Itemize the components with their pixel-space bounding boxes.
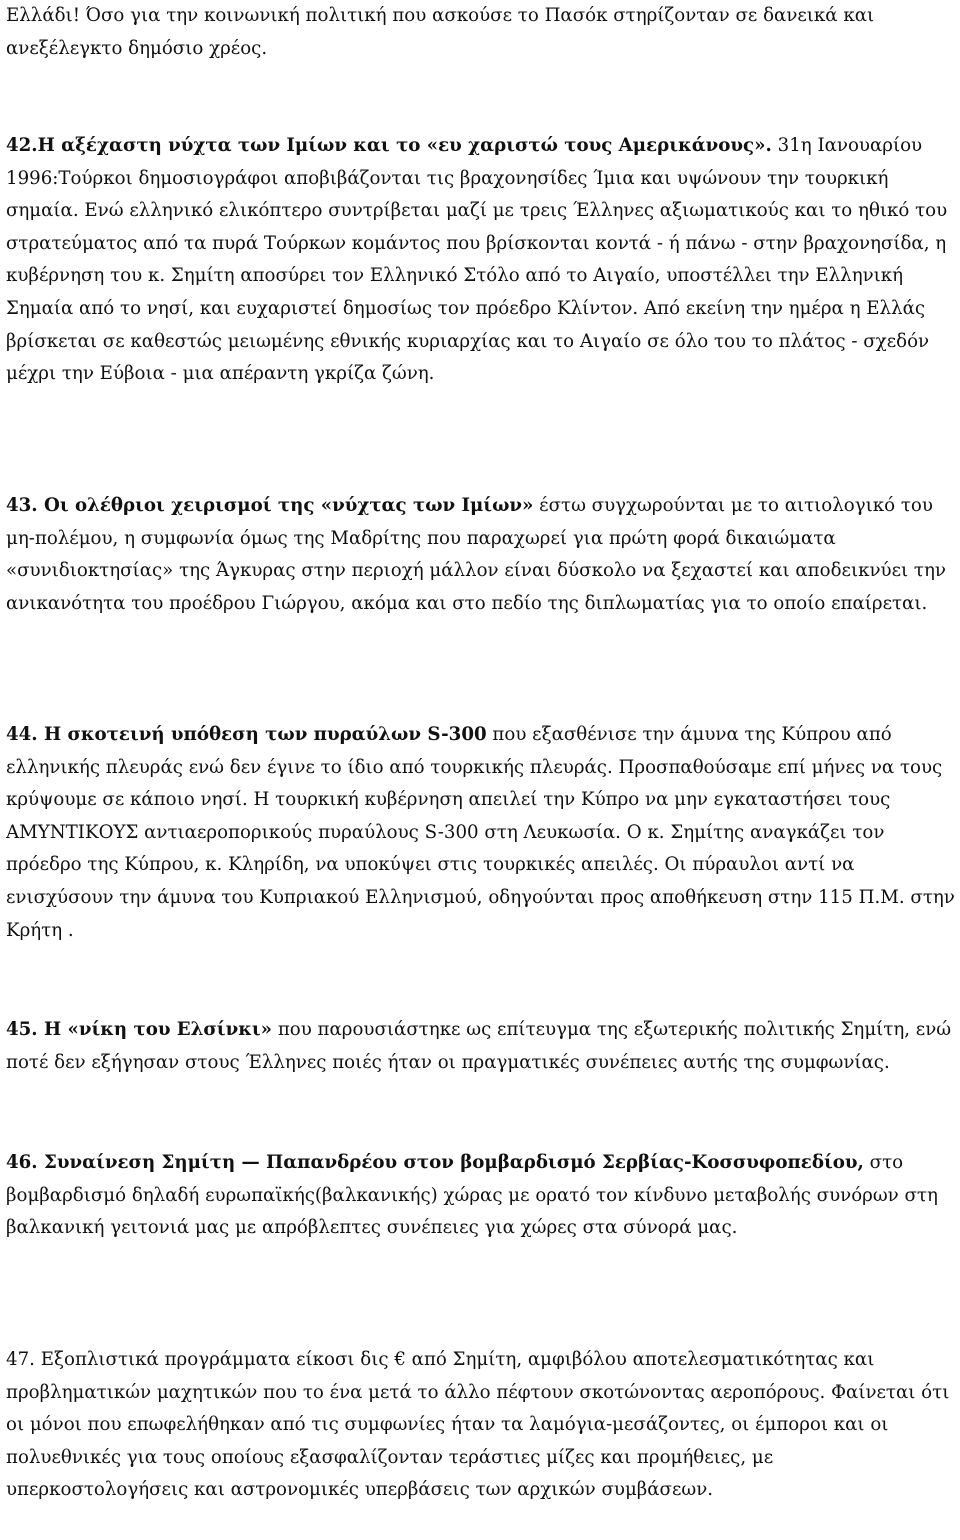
item-43-paragraph bbox=[6, 490, 958, 620]
intro-text: Ελλάδι! Όσο για την κοινωνική πολιτική που ασκούσε το Πασόκ στηρίζονταν σε δανεικά και ανεξέλεγκτο δημόσιο χρέος. bbox=[6, 5, 875, 59]
item-43-body: έστω συγχωρούνται με το αιτιολογικό του μη-πολέμου, η συμφωνία όμως της Μαδρίτης που παραχωρεί για πρώτη φορά δικαιώματα «συνιδιοκτησίας» της Άγκυρας στην περιοχή μάλλον είναι δύσκολο να ξεχαστεί και αποδεικνύει την ανικανότητα του προέδρου Γιώργου, ακόμα και στο πεδίο της διπλωματίας για το οποίο επαίρεται. bbox=[6, 495, 946, 614]
item-44-heading: 44. Η σκοτεινή υπόθεση των πυραύλων S-300 bbox=[6, 724, 487, 745]
item-45-body: που παρουσιάστηκε ως επίτευγμα της εξωτερικής πολιτικής Σημίτη, ενώ ποτέ δεν εξήγησαν στους Έλληνες ποιές ήταν οι πραγματικές συνέπειες αυτής της συμφωνίας. bbox=[6, 1019, 952, 1073]
item-46-paragraph bbox=[6, 1147, 958, 1245]
item-46-heading: 46. Συναίνεση Σημίτη — Παπανδρέου στον βομβαρδισμό Σερβίας-Κοσσυφοπεδίου, bbox=[6, 1152, 864, 1173]
item-45-heading: 45. Η «νίκη του Ελσίνκι» bbox=[6, 1019, 273, 1040]
item-44-body: που εξασθένισε την άμυνα της Κύπρου από ελληνικής πλευράς ενώ δεν έγινε το ίδιο από τουρκικής πλευράς. Προσπαθούσαμε επί μήνες να τους κρύψουμε σε κάποιο νησί. Η τουρκική κυβέρνηση απειλεί την Κύπρο να μην εγκαταστήσει τους ΑΜΥΝΤΙΚΟΥΣ αντιαεροπορικούς πυραύλους S-300 στη Λευκωσία. Ο κ. Σημίτης αναγκάζει τον πρόεδρο της Κύπρου, κ. Κληρίδη, να υποκύψει στις τουρκικές απειλές. Οι πύραυλοι αντί να ενισχύσουν την άμυνα του Κυπριακού Ελληνισμού, οδηγούνται προς αποθήκευση στην 115 Π.Μ. στην Κρήτη . bbox=[6, 724, 955, 941]
item-42-heading: 42.Η αξέχαστη νύχτα των Ιμίων και το «ευ χαριστώ τους Αμερικάνους». bbox=[6, 135, 772, 156]
item-42-body: 31η Ιανουαρίου 1996:Τούρκοι δημοσιογράφοι αποβιβάζονται τις βραχονησίδες Ίμια και υψώνουν την τουρκική σημαία. Ενώ ελληνικό ελικόπτερο συντρίβεται μαζί με τρεις Έλληνες αξιωματικούς και το ηθικό του στρατεύματος από τα πυρά Τούρκων κομάντος που βρίσκονται κοντά - ή πάνω - στην βραχονησίδα, η κυβέρνηση του κ. Σημίτη αποσύρει τον Ελληνικό Στόλο από το Αιγαίο, υποστέλλει την Ελληνική Σημαία από το νησί, και ευχαριστεί δημοσίως τον πρόεδρο Κλίντον. Από εκείνη την ημέρα η Ελλάς βρίσκεται σε καθεστώς μειωμένης εθνικής κυριαρχίας και το Αιγαίο σε όλο του το πλάτος - σχεδόν μέχρι την Εύβοια - μια απέραντη γκρίζα ζώνη. bbox=[6, 135, 948, 385]
intro-paragraph bbox=[6, 0, 958, 65]
item-44-paragraph bbox=[6, 719, 958, 947]
item-45-paragraph bbox=[6, 1014, 958, 1079]
item-47-text: 47. Εξοπλιστικά προγράμματα είκοσι δις € από Σημίτη, αμφιβόλου αποτελεσματικότητας και προβληματικών μαχητικών που το ένα μετά το άλλο πέφτουν σκοτώνοντας αεροπόρους. Φαίνεται ότι οι μόνοι που επωφελήθηκαν από τις συμφωνίες ήταν τα λαμόγια-μεσάζοντες, οι έμποροι και οι πολυεθνικές για τους οποίους εξασφαλίζονταν τεράστιες μίζες και προμήθειες, με υπερκοστολογήσεις και αστρονομικές υπερβάσεις των αρχικών συμβάσεων. bbox=[6, 1349, 950, 1501]
item-46-body: στο βομβαρδισμό δηλαδή ευρωπαϊκής(βαλκανικής) χώρας με ορατό τον κίνδυνο μεταβολής συνόρων στη βαλκανική γειτονιά μας με απρόβλεπτες συνέπειες για χώρες στα σύνορά μας. bbox=[6, 1152, 938, 1239]
item-43-heading: 43. Οι ολέθριοι χειρισμοί της «νύχτας των Ιμίων» bbox=[6, 495, 534, 516]
item-47-paragraph bbox=[6, 1344, 958, 1507]
item-42-paragraph bbox=[6, 130, 958, 391]
